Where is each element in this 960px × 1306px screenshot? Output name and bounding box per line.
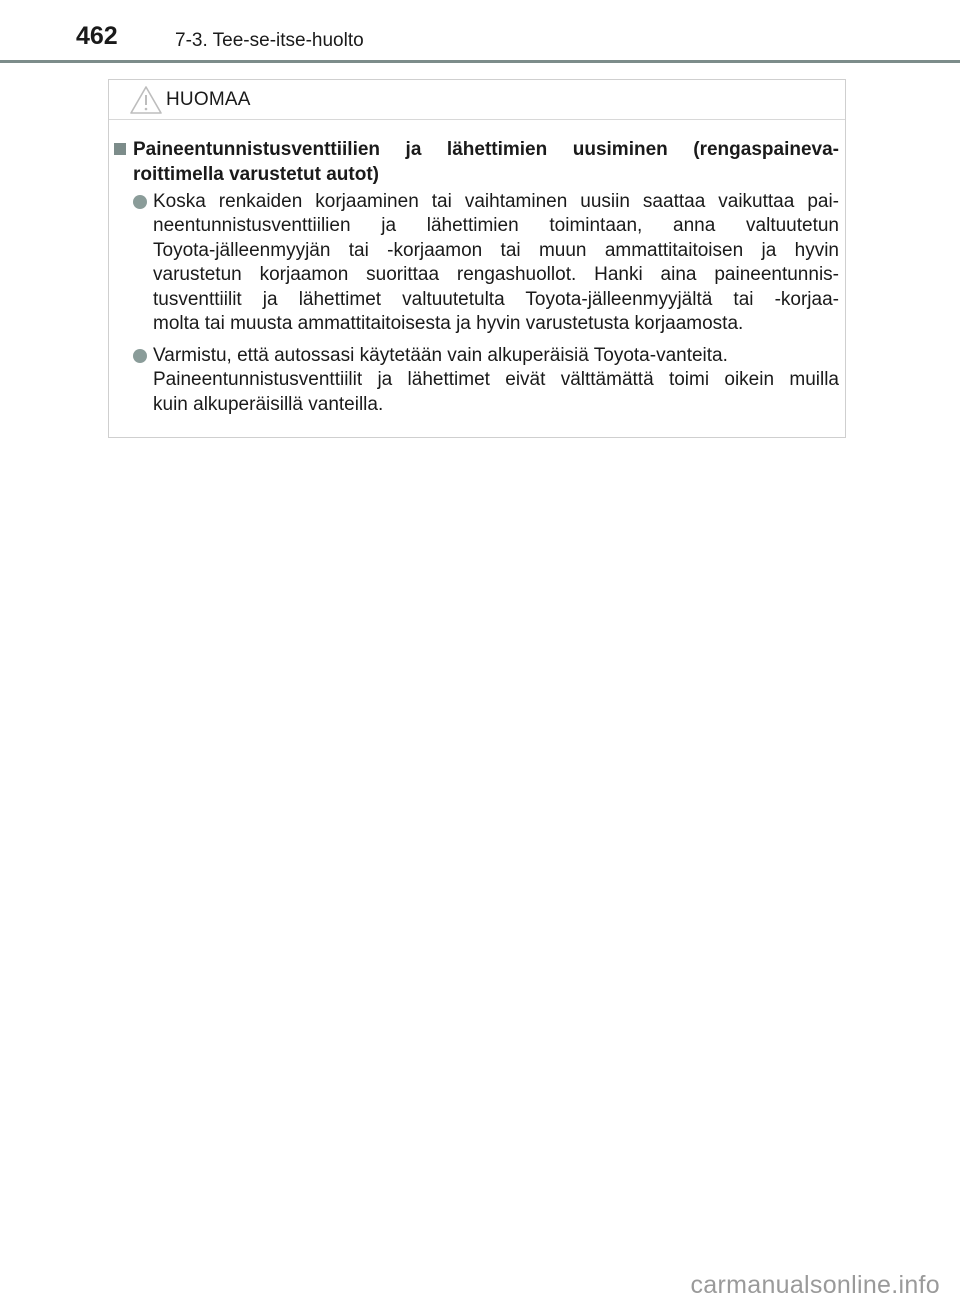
topic-line: Paineentunnistusventtiilien ja lähettimien uusiminen (rengaspaineva- — [133, 139, 839, 160]
page-number: 462 — [76, 22, 118, 50]
bullet-item — [153, 190, 839, 336]
notice-title: HUOMAA — [166, 89, 251, 110]
bullet-line: Paineentunnistusventtiilit ja lähettimet eivät välttämättä toimi oikein muilla — [153, 369, 839, 391]
round-bullet-icon — [133, 349, 147, 363]
topic-line: roittimella varustetut autot) — [133, 164, 379, 185]
bullet-line: Toyota-jälleenmyyjän tai -korjaamon tai muun ammattitaitoisen ja hyvin — [153, 239, 839, 261]
bullet-line: Koska renkaiden korjaaminen tai vaihtaminen uusiin saattaa vaikuttaa pai- — [153, 191, 839, 212]
square-bullet-icon — [114, 143, 126, 155]
bullet-item — [153, 344, 839, 417]
bullet-line: varustetun korjaamon suorittaa rengashuollot. Hanki aina paineentunnis- — [153, 264, 839, 286]
watermark: carmanualsonline.info — [690, 1271, 940, 1299]
page-header — [0, 0, 960, 64]
section-title: 7-3. Tee-se-itse-huolto — [175, 30, 364, 51]
notice-box — [108, 79, 846, 438]
bullet-line: molta tai muusta ammattitaitoisesta ja hyvin varustetusta korjaamosta. — [153, 313, 744, 335]
bullet-line: kuin alkuperäisillä vanteilla. — [153, 393, 384, 415]
warning-triangle-icon — [129, 85, 163, 115]
bullet-line: tusventtiilit ja lähettimet valtuutetulta Toyota-jälleenmyyjältä tai -korjaa- — [153, 288, 839, 310]
bullet-line: neentunnistusventtiilien ja lähettimien toimintaan, anna valtuutetun — [153, 215, 839, 237]
bullet-line: Varmistu, että autossasi käytetään vain alkuperäisiä Toyota-vanteita. — [153, 345, 728, 366]
notice-header — [109, 80, 845, 120]
round-bullet-icon — [133, 195, 147, 209]
header-rule — [0, 60, 960, 63]
topic-heading — [133, 137, 839, 187]
